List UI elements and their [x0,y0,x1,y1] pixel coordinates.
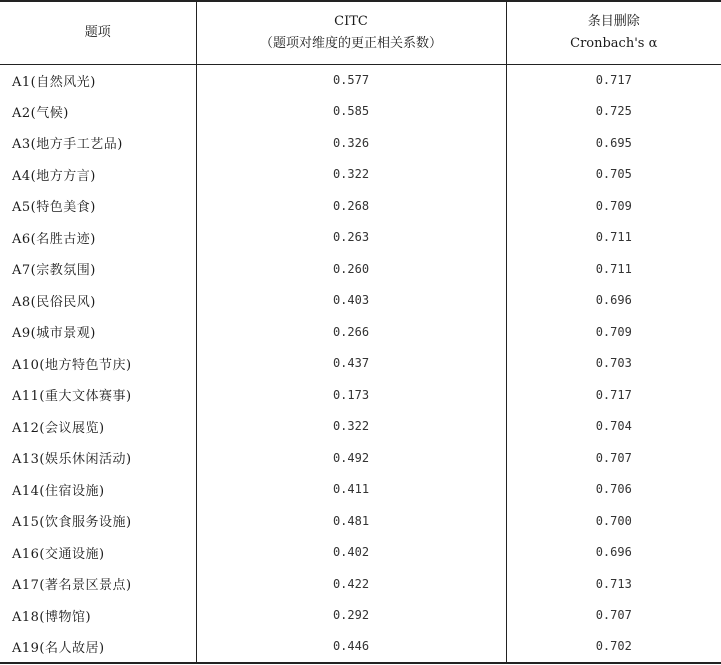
header-item [0,1,196,64]
cell-alpha-if-deleted: 0.713 [506,568,721,600]
cell-citc: 0.326 [196,127,506,159]
cell-citc: 0.422 [196,568,506,600]
cell-item: A17(著名景区景点) [12,578,132,594]
cell-citc: 0.585 [196,96,506,128]
table-row [0,96,721,128]
header-item-label: 题项 [84,24,111,40]
cell-citc: 0.411 [196,474,506,506]
cell-alpha-if-deleted: 0.707 [506,600,721,632]
table-body [0,64,721,663]
header-alpha-subtitle: Cronbach's α [570,35,658,51]
cell-citc: 0.173 [196,379,506,411]
cell-item: A7(宗教氛围) [12,263,96,279]
cell-item: A12(会议展览) [12,420,105,436]
cell-citc: 0.446 [196,631,506,663]
header-citc-title: CITC [334,13,368,29]
cell-citc: 0.266 [196,316,506,348]
table-row [0,474,721,506]
cell-alpha-if-deleted: 0.700 [506,505,721,537]
table-row [0,568,721,600]
cell-item: A14(住宿设施) [12,483,105,499]
cell-alpha-if-deleted: 0.711 [506,253,721,285]
table-row [0,253,721,285]
cell-item: A1(自然风光) [12,74,96,90]
table-row [0,159,721,191]
table-row [0,64,721,96]
cell-alpha-if-deleted: 0.706 [506,474,721,506]
cell-citc: 0.260 [196,253,506,285]
cell-item: A10(地方特色节庆) [12,357,132,373]
cell-alpha-if-deleted: 0.707 [506,442,721,474]
table-header [0,1,721,64]
cell-alpha-if-deleted: 0.696 [506,537,721,569]
cell-citc: 0.263 [196,222,506,254]
cell-item: A13(娱乐休闲活动) [12,452,132,468]
cell-alpha-if-deleted: 0.703 [506,348,721,380]
cell-alpha-if-deleted: 0.705 [506,159,721,191]
table-row [0,537,721,569]
header-alpha [506,1,721,64]
cell-item: A11(重大文体赛事) [12,389,132,405]
cell-item: A2(气候) [12,105,69,121]
header-row [0,1,721,64]
table-row [0,285,721,317]
cell-citc: 0.268 [196,190,506,222]
cell-citc: 0.292 [196,600,506,632]
cell-alpha-if-deleted: 0.717 [506,64,721,96]
cell-item: A5(特色美食) [12,200,96,216]
cell-alpha-if-deleted: 0.695 [506,127,721,159]
cell-alpha-if-deleted: 0.725 [506,96,721,128]
table-row [0,190,721,222]
cell-alpha-if-deleted: 0.704 [506,411,721,443]
table-row [0,411,721,443]
cell-citc: 0.492 [196,442,506,474]
cell-item: A19(名人故居) [0,631,196,663]
cell-alpha-if-deleted: 0.717 [506,379,721,411]
cell-item: A15(饮食服务设施) [12,515,132,531]
cell-citc: 0.437 [196,348,506,380]
table-row [0,631,721,663]
cell-item: A3(地方手工艺品) [12,137,123,153]
table-row [0,316,721,348]
cell-citc: 0.322 [196,159,506,191]
cell-item: A6(名胜古迹) [12,231,96,247]
cell-item: A9(城市景观) [12,326,96,342]
cell-item: A8(民俗民风) [12,294,96,310]
cell-citc: 0.481 [196,505,506,537]
cell-alpha-if-deleted: 0.696 [506,285,721,317]
cell-item: A18(博物馆) [12,609,92,625]
cell-citc: 0.403 [196,285,506,317]
header-citc-subtitle: （题项对维度的更正相关系数） [259,35,442,51]
cell-alpha-if-deleted: 0.709 [506,316,721,348]
cell-citc: 0.577 [196,64,506,96]
cell-citc: 0.402 [196,537,506,569]
cell-alpha-if-deleted: 0.711 [506,222,721,254]
table-row [0,222,721,254]
cell-alpha-if-deleted: 0.702 [506,631,721,663]
cell-item: A16(交通设施) [12,546,105,562]
table-row [0,505,721,537]
cell-item: A4(地方方言) [12,168,96,184]
cell-alpha-if-deleted: 0.709 [506,190,721,222]
header-alpha-title: 条目删除 [587,13,640,29]
table-row [0,600,721,632]
table-row [0,379,721,411]
table-row [0,442,721,474]
header-citc [196,1,506,64]
table-row [0,348,721,380]
table-row [0,127,721,159]
cell-citc: 0.322 [196,411,506,443]
